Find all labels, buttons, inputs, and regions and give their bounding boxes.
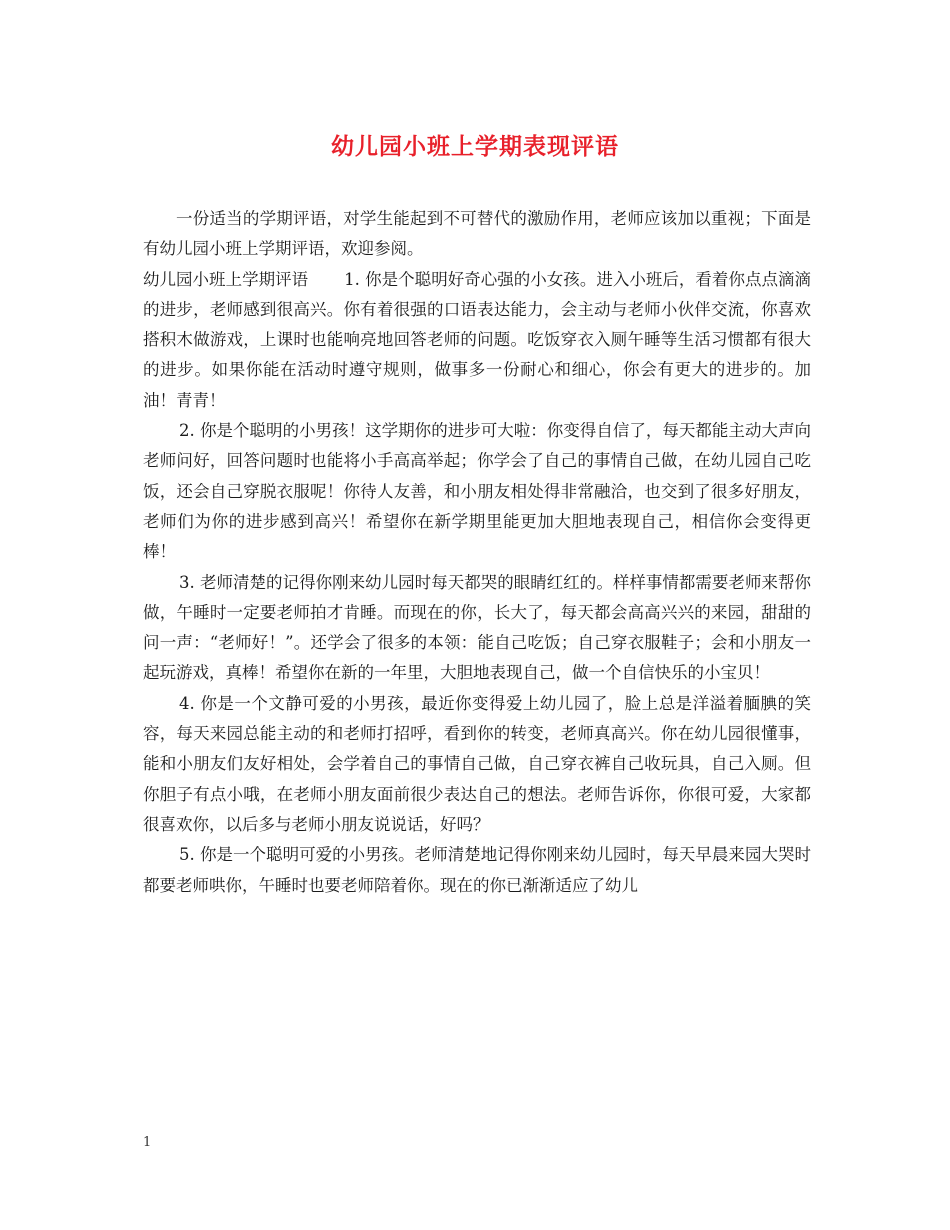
- intro-paragraph: 一份适当的学期评语，对学生能起到不可替代的激励作用，老师应该加以重视；下面是有幼儿园小班上学期评语，欢迎参阅。: [143, 209, 811, 259]
- document-body: [143, 204, 811, 901]
- page-number: 1: [143, 1135, 152, 1150]
- section-heading: 幼儿园小班上学期评语: [143, 269, 309, 289]
- item-1-text: 1. 你是个聪明好奇心强的小女孩。进入小班后，看着你点点滴滴的进步，老师感到很高兴。你有着很强的口语表达能力，会主动与老师小伙伴交流，你喜欢搭积木做游戏，上课时也能响亮地回答老师的问题。吃饭穿衣入厕午睡等生活习惯都有很大的进步。如果你能在活动时遵守规则，做事多一份耐心和细心，你会有更大的进步的。加油！青青！: [143, 269, 811, 410]
- item-2-paragraph: 2. 你是个聪明的小男孩！这学期你的进步可大啦：你变得自信了，每天都能主动大声向老师问好，回答问题时也能将小手高高举起；你学会了自己的事情自己做，在幼儿园自己吃饭，还会自己穿脱衣服呢！你待人友善，和小朋友相处得非常融洽，也交到了很多好朋友，老师们为你的进步感到高兴！希望你在新学期里能更加大胆地表现自己，相信你会变得更棒！: [143, 421, 811, 562]
- item-1-paragraph: [143, 265, 811, 416]
- item-4-paragraph: 4. 你是一个文静可爱的小男孩，最近你变得爱上幼儿园了，脸上总是洋溢着腼腆的笑容，每天来园总能主动的和老师打招呼，看到你的转变，老师真高兴。你在幼儿园很懂事，能和小朋友们友好相处，会学着自己的事情自己做，自己穿衣裤自己收玩具，自己入厕。但你胆子有点小哦，在老师小朋友面前很少表达自己的想法。老师告诉你，你很可爱，大家都很喜欢你，以后多与老师小朋友说说话，好吗？: [143, 693, 811, 834]
- item-3-paragraph: 3. 老师清楚的记得你刚来幼儿园时每天都哭的眼睛红红的。样样事情都需要老师来帮你做，午睡时一定要老师拍才肯睡。而现在的你，长大了，每天都会高高兴兴的来园，甜甜的问一声：“老师好！”。还学会了很多的本领：能自己吃饭；自己穿衣服鞋子；会和小朋友一起玩游戏，真棒！希望你在新的一年里，大胆地表现自己，做一个自信快乐的小宝贝！: [143, 572, 811, 683]
- item-5-paragraph: 5. 你是一个聪明可爱的小男孩。老师清楚地记得你刚来幼儿园时，每天早晨来园大哭时都要老师哄你，午睡时也要老师陪着你。现在的你已渐渐适应了幼儿: [143, 845, 811, 895]
- page-title: 幼儿园小班上学期表现评语: [331, 133, 619, 160]
